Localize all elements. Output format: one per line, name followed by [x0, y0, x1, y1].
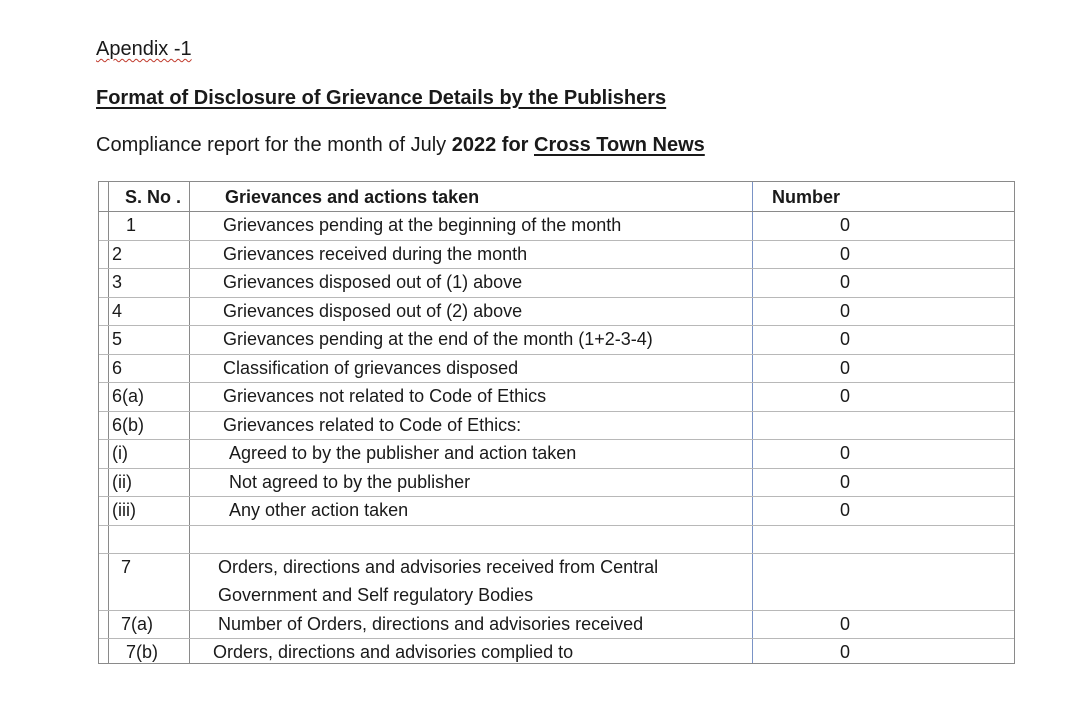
- row-description: Any other action taken: [229, 500, 409, 520]
- table-hline: [99, 610, 1014, 611]
- table-hline: [99, 354, 1014, 355]
- row-number: 0: [840, 358, 851, 378]
- table-hline: [99, 211, 1014, 212]
- row-description: Grievances related to Code of Ethics:: [223, 415, 522, 435]
- row-sno: 6(a): [112, 386, 145, 406]
- row-description: Grievances received during the month: [223, 244, 528, 264]
- row-number: 0: [840, 244, 851, 264]
- table-hline: [99, 439, 1014, 440]
- row-sno: 4: [112, 301, 123, 321]
- row-sno: 2: [112, 244, 123, 264]
- row-number: 0: [840, 301, 851, 321]
- row-number: 0: [840, 472, 851, 492]
- table-vline: [108, 182, 109, 663]
- table-hline: [99, 382, 1014, 383]
- publisher-name: Cross Town News: [534, 134, 705, 156]
- row-description: Number of Orders, directions and advisories received: [218, 614, 644, 634]
- row-sno: 6: [112, 358, 123, 378]
- row-description: Grievances disposed out of (2) above: [223, 301, 523, 321]
- row-description: Not agreed to by the publisher: [229, 472, 471, 492]
- table-hline: [99, 411, 1014, 412]
- table-hline: [99, 240, 1014, 241]
- row-sno: 5: [112, 329, 123, 349]
- table-hline: [99, 525, 1014, 526]
- row-description: Grievances pending at the beginning of the month: [223, 215, 622, 235]
- row-sno: 1: [126, 215, 137, 235]
- row-sno: 7(b): [126, 642, 159, 662]
- table-hline: [99, 468, 1014, 469]
- row-number: 0: [840, 215, 851, 235]
- row-description-cont: Government and Self regulatory Bodies: [218, 585, 534, 605]
- header-grievances: Grievances and actions taken: [225, 187, 480, 207]
- table-vline: [752, 182, 753, 663]
- row-description: Grievances pending at the end of the month (1+2-3-4): [223, 329, 653, 349]
- row-description: Grievances not related to Code of Ethics: [223, 386, 547, 406]
- table-hline: [99, 553, 1014, 554]
- compliance-line: [96, 134, 705, 157]
- compliance-year: 2022 for: [451, 134, 534, 156]
- header-sno: S. No .: [125, 187, 182, 207]
- row-sno: 3: [112, 272, 123, 292]
- row-number: 0: [840, 500, 851, 520]
- row-number: 0: [840, 386, 851, 406]
- compliance-prefix: Compliance report for the month of July: [96, 134, 452, 156]
- row-sno: (i): [112, 443, 128, 463]
- header-number: Number: [772, 187, 841, 207]
- row-description: Agreed to by the publisher and action taken: [229, 443, 577, 463]
- grievance-table: [98, 181, 1015, 664]
- row-number: 0: [840, 642, 851, 662]
- table-hline: [99, 638, 1014, 639]
- table-hline: [99, 325, 1014, 326]
- table-hline: [99, 496, 1014, 497]
- row-number: 0: [840, 614, 851, 634]
- table-hline: [99, 268, 1014, 269]
- format-title: Format of Disclosure of Grievance Details by the Publishers: [96, 87, 667, 109]
- row-sno: 7: [121, 557, 132, 577]
- row-sno: (ii): [112, 472, 132, 492]
- row-sno: 6(b): [112, 415, 145, 435]
- row-sno: 7(a): [121, 614, 154, 634]
- row-number: 0: [840, 329, 851, 349]
- row-number: 0: [840, 272, 851, 292]
- table-vline: [189, 182, 190, 663]
- row-description: Grievances disposed out of (1) above: [223, 272, 523, 292]
- row-description: Orders, directions and advisories complied to: [213, 642, 574, 662]
- row-description: Orders, directions and advisories received from Central: [218, 557, 659, 577]
- appendix-label: Apendix -1: [96, 38, 192, 60]
- appendix-title: [96, 38, 192, 61]
- table-hline: [99, 297, 1014, 298]
- row-description: Classification of grievances disposed: [223, 358, 519, 378]
- row-number: 0: [840, 443, 851, 463]
- row-sno: (iii): [112, 500, 136, 520]
